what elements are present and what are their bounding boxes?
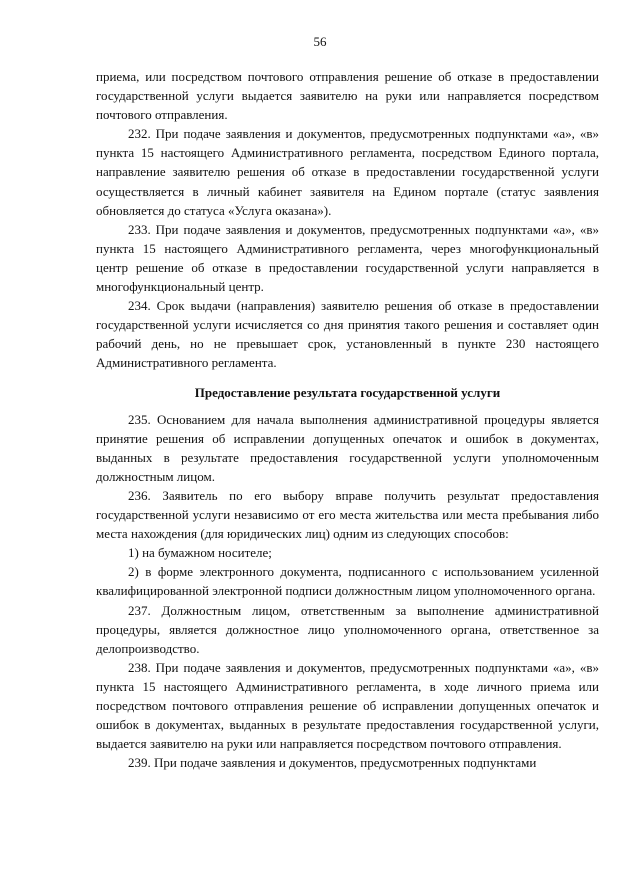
list-item-electronic: 2) в форме электронного документа, подписанного с использованием усиленной квалифицированной электронной подписи должностным лицом уполномоченного органа.	[96, 564, 599, 599]
section-heading: Предоставление результата государственной услуги	[194, 384, 501, 400]
paragraph-238: 238. При подаче заявления и документов, предусмотренных подпунктами «а», «в» пункта 15 настоящего Административного регламента, в ходе личного приема или посредством почтового отправления решение об исправлении допущенных опечаток и ошибок в документах, выданных в результате предоставления государственной услуги, выдается заявителю на руки или направляется посредством почтового отправления.	[96, 659, 599, 752]
paragraph-235: 235. Основанием для начала выполнения административной процедуры является принятие решения об исправлении допущенных опечаток и ошибок в документах, выданных в результате предоставления государственной услуги уполномоченным должностным лицом.	[96, 411, 599, 484]
list-item-paper: 1) на бумажном носителе;	[128, 545, 272, 561]
paragraph-239: 239. При подаче заявления и документов, предусмотренных подпунктами	[128, 755, 537, 771]
paragraph-232: 232. При подаче заявления и документов, предусмотренных подпунктами «а», «в» пункта 15 настоящего Административного регламента, посредством Единого портала, направление заявителю решения об отказе в предоставлении государственной услуги осуществляется в личный кабинет заявителя на Едином портале (статус заявления обновляется до статуса «Услуга оказана»).	[96, 126, 599, 218]
paragraph-237: 237. Должностным лицом, ответственным за выполнение административной процедуры, является должностное лицо уполномоченного органа, ответственное за делопроизводство.	[96, 602, 599, 656]
paragraph-236: 236. Заявитель по его выбору вправе получить результат предоставления государственной услуги независимо от его места жительства или места пребывания либо места нахождения (для юридических лиц) одним из следующих способов:	[96, 487, 599, 542]
paragraph-continuation: приема, или посредством почтового отправления решение об отказе в предоставлении государственной услуги выдается заявителю на руки или направляется посредством почтового отправления.	[96, 69, 599, 123]
paragraph-234: 234. Срок выдачи (направления) заявителю решения об отказе в предоставлении государственной услуги исчисляется со дня принятия такого решения и составляет один рабочий день, но не превышает срок, установленный в пункте 230 настоящего Административного регламента.	[96, 298, 599, 371]
page-number: 56	[313, 34, 327, 49]
page-content	[96, 67, 599, 772]
paragraph-233: 233. При подаче заявления и документов, предусмотренных подпунктами «а», «в» пункта 15 настоящего Административного регламента, через многофункциональный центр решение об отказе в предоставлении государственной услуги направляется в многофункциональный центр.	[96, 221, 599, 295]
